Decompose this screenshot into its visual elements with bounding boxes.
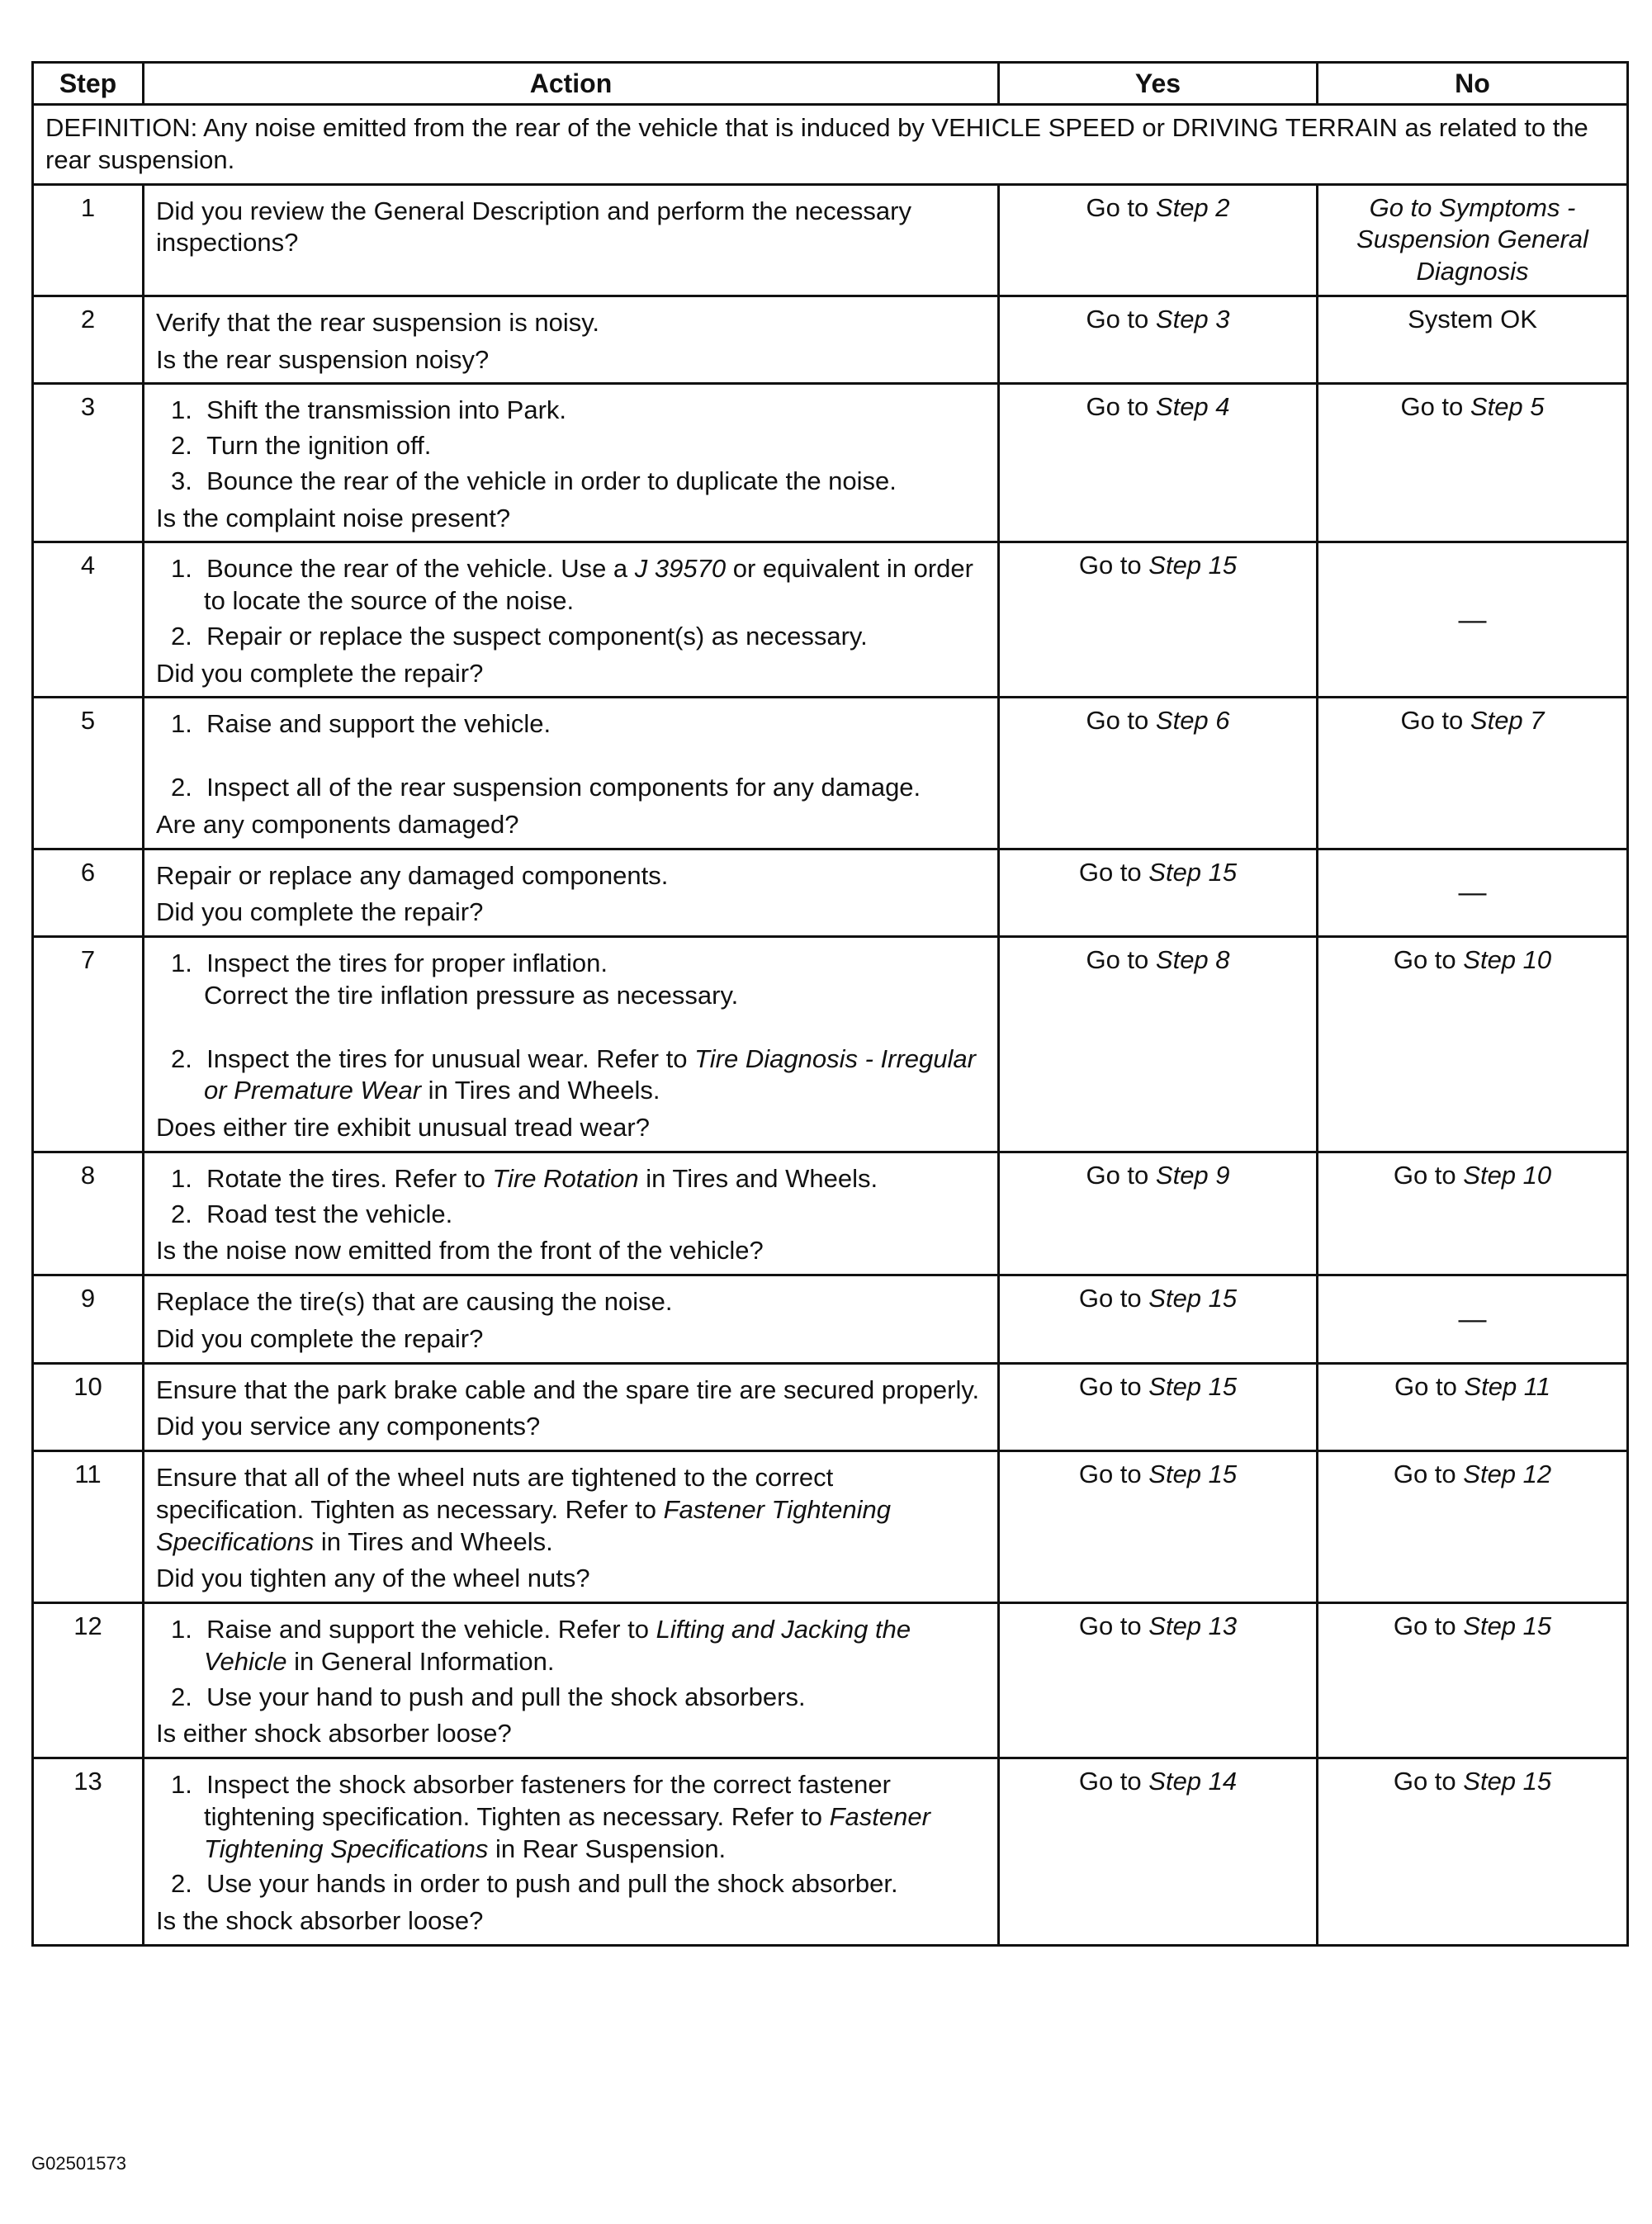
list-item: 1. Inspect the tires for proper inflation. Correct the tire inflation pressure as necessary. bbox=[171, 949, 739, 1010]
action-cell bbox=[144, 1451, 999, 1603]
item-text: in General Information. bbox=[286, 1646, 555, 1676]
no-cell[interactable] bbox=[1318, 1152, 1628, 1275]
action-cell bbox=[144, 1152, 999, 1275]
step-number: 4 bbox=[33, 542, 144, 698]
no-prefix: Go to bbox=[1393, 1160, 1464, 1190]
yes-step-link[interactable]: Step 15 bbox=[1148, 1371, 1238, 1401]
list-item: 2. Repair or replace the suspect component(s) as necessary. bbox=[171, 621, 868, 651]
yes-step-link[interactable]: Step 14 bbox=[1148, 1767, 1238, 1796]
no-cell[interactable] bbox=[1318, 1363, 1628, 1451]
list-item: 2. Use your hands in order to push and pull the shock absorber. bbox=[171, 1869, 898, 1899]
action-cell bbox=[144, 1758, 999, 1946]
yes-cell[interactable] bbox=[999, 1758, 1318, 1946]
item-text: Inspect the tires for unusual wear. Refer to bbox=[206, 1043, 695, 1073]
step-number: 1 bbox=[33, 184, 144, 296]
no-cell bbox=[1318, 296, 1628, 384]
item-text: Rotate the tires. Refer to bbox=[206, 1163, 493, 1193]
action-text: Repair or replace any damaged components. bbox=[156, 860, 669, 890]
step-number: 10 bbox=[33, 1363, 144, 1451]
no-cell[interactable] bbox=[1318, 1758, 1628, 1946]
no-cell[interactable] bbox=[1318, 1451, 1628, 1603]
question-text: Is the shock absorber loose? bbox=[156, 1906, 484, 1935]
no-cell[interactable] bbox=[1318, 184, 1628, 296]
reference-link[interactable]: Tire Rotation bbox=[492, 1163, 639, 1193]
list-item: 2. Turn the ignition off. bbox=[171, 431, 432, 460]
table-row bbox=[33, 1451, 1628, 1603]
action-cell bbox=[144, 542, 999, 698]
yes-step-link[interactable]: Step 15 bbox=[1148, 857, 1238, 887]
no-prefix: Go to bbox=[1393, 1767, 1464, 1796]
list-item: 1. Bounce the rear of the vehicle. Use a J 39570 or equivalent in order to locate the source of the noise. bbox=[171, 554, 973, 615]
item-text: Road test the vehicle. bbox=[206, 1199, 453, 1228]
action-cell bbox=[144, 1603, 999, 1758]
no-dash: — bbox=[1458, 877, 1487, 908]
list-item: 1. Inspect the shock absorber fasteners for the correct fastener tightening specification. Tighten as necessary. Refer to Fastener Tightening Specifications in Rear Suspension. bbox=[171, 1770, 930, 1863]
table-row bbox=[33, 184, 1628, 296]
reference-link[interactable]: Tire Diagnosis - Irregular or Premature Wear bbox=[204, 1043, 976, 1105]
step-number: 11 bbox=[33, 1451, 144, 1603]
question-text: Does either tire exhibit unusual tread wear? bbox=[156, 1113, 650, 1142]
yes-prefix: Go to bbox=[1078, 1371, 1149, 1401]
figure-id: G02501573 bbox=[31, 2153, 126, 2174]
yes-prefix: Go to bbox=[1078, 1611, 1149, 1640]
action-cell bbox=[144, 1363, 999, 1451]
no-cell bbox=[1318, 849, 1628, 937]
item-text: Repair or replace the suspect component(s) as necessary. bbox=[206, 621, 868, 651]
no-step-link[interactable]: Step 11 bbox=[1464, 1371, 1550, 1401]
list-item: 1. Raise and support the vehicle. Refer to Lifting and Jacking the Vehicle in General Information. bbox=[171, 1615, 911, 1676]
spacer bbox=[156, 744, 986, 769]
reference-link[interactable]: Fastener Tightening Specifications bbox=[156, 1494, 892, 1556]
table-row bbox=[33, 384, 1628, 542]
yes-prefix: Go to bbox=[1078, 551, 1149, 580]
item-text: in Rear Suspension. bbox=[488, 1834, 727, 1863]
yes-step-link[interactable]: Step 8 bbox=[1155, 945, 1230, 974]
question-text: Is either shock absorber loose? bbox=[156, 1719, 512, 1748]
yes-step-link[interactable]: Step 13 bbox=[1148, 1611, 1238, 1640]
no-cell bbox=[1318, 542, 1628, 698]
step-number: 2 bbox=[33, 296, 144, 384]
yes-prefix: Go to bbox=[1078, 1767, 1149, 1796]
item-text: Ensure that all of the wheel nuts are tightened to the correct specification. Tighten as necessary. Refer to bbox=[156, 1463, 834, 1524]
no-step-link[interactable]: Step 5 bbox=[1470, 392, 1545, 422]
yes-prefix: Go to bbox=[1078, 1460, 1149, 1488]
yes-prefix: Go to bbox=[1078, 1284, 1149, 1313]
question-text: Is the noise now emitted from the front of the vehicle? bbox=[156, 1236, 764, 1266]
list-item: 1. Raise and support the vehicle. bbox=[171, 709, 551, 739]
item-text: Raise and support the vehicle. Refer to bbox=[206, 1615, 656, 1644]
yes-cell[interactable] bbox=[999, 1451, 1318, 1603]
yes-cell[interactable] bbox=[999, 1363, 1318, 1451]
yes-cell[interactable] bbox=[999, 849, 1318, 937]
list-item: 2. Road test the vehicle. bbox=[171, 1199, 453, 1228]
table-row bbox=[33, 296, 1628, 384]
item-text: in Tires and Wheels. bbox=[638, 1163, 878, 1193]
item-text: Inspect the tires for proper inflation. bbox=[206, 949, 608, 977]
item-text: Inspect the shock absorber fasteners for the correct fastener tightening specification. Tighten as necessary. Refer to bbox=[204, 1770, 891, 1831]
item-text: Inspect all of the rear suspension components for any damage. bbox=[206, 773, 921, 802]
yes-cell[interactable] bbox=[999, 296, 1318, 384]
step-number: 12 bbox=[33, 1603, 144, 1758]
step-number: 9 bbox=[33, 1275, 144, 1364]
action-text: Ensure that the park brake cable and the spare tire are secured properly. bbox=[156, 1375, 980, 1404]
no-prefix: Go to bbox=[1393, 945, 1464, 974]
yes-prefix: Go to bbox=[1086, 392, 1156, 422]
yes-cell[interactable] bbox=[999, 1603, 1318, 1758]
tool-reference: J 39570 bbox=[634, 554, 727, 584]
list-item: 2. Use your hand to push and pull the shock absorbers. bbox=[171, 1682, 806, 1711]
question-text: Did you review the General Description and perform the necessary inspections? bbox=[156, 196, 911, 258]
header-yes: Yes bbox=[999, 63, 1318, 105]
yes-prefix: Go to bbox=[1078, 857, 1149, 887]
yes-cell[interactable] bbox=[999, 937, 1318, 1152]
no-cell[interactable] bbox=[1318, 1603, 1628, 1758]
no-text: System OK bbox=[1408, 304, 1537, 334]
item-text: in Tires and Wheels. bbox=[421, 1076, 660, 1105]
list-item: 3. Bounce the rear of the vehicle in order to duplicate the noise. bbox=[171, 466, 897, 495]
yes-prefix: Go to bbox=[1086, 1160, 1156, 1190]
question-text: Are any components damaged? bbox=[156, 809, 519, 839]
no-step-link[interactable]: Step 15 bbox=[1463, 1611, 1552, 1640]
yes-cell[interactable] bbox=[999, 1275, 1318, 1364]
no-link[interactable]: Go to Symptoms - Suspension General Diagnosis bbox=[1356, 192, 1588, 286]
list-item: 2. Inspect all of the rear suspension components for any damage. bbox=[171, 773, 921, 802]
yes-cell[interactable] bbox=[999, 184, 1318, 296]
yes-prefix: Go to bbox=[1086, 706, 1156, 736]
yes-step-link[interactable]: Step 2 bbox=[1155, 192, 1230, 222]
yes-prefix: Go to bbox=[1086, 945, 1156, 974]
question-text: Is the rear suspension noisy? bbox=[156, 344, 490, 374]
list-item: 2. Inspect the tires for unusual wear. Refer to Tire Diagnosis - Irregular or Premature Wear in Tires and Wheels. bbox=[171, 1043, 976, 1105]
no-prefix: Go to bbox=[1393, 1611, 1464, 1640]
table-row bbox=[33, 937, 1628, 1152]
table-row bbox=[33, 1603, 1628, 1758]
header-action: Action bbox=[144, 63, 999, 105]
no-cell bbox=[1318, 1275, 1628, 1364]
item-text: Use your hand to push and pull the shock absorbers. bbox=[206, 1682, 806, 1711]
no-cell[interactable] bbox=[1318, 698, 1628, 849]
no-step-link[interactable]: Step 10 bbox=[1463, 945, 1552, 974]
yes-step-link[interactable]: Step 9 bbox=[1155, 1160, 1230, 1190]
yes-step-link[interactable]: Step 15 bbox=[1148, 1460, 1238, 1488]
item-subtext: Correct the tire inflation pressure as necessary. bbox=[204, 980, 739, 1010]
table-row bbox=[33, 1275, 1628, 1364]
item-text: Use your hands in order to push and pull the shock absorber. bbox=[206, 1869, 898, 1899]
yes-step-link[interactable]: Step 15 bbox=[1148, 1284, 1238, 1313]
definition-text: DEFINITION: Any noise emitted from the rear of the vehicle that is induced by VEHICLE SPEED or DRIVING TERRAIN as related to the rear suspension. bbox=[33, 105, 1628, 185]
yes-step-link[interactable]: Step 15 bbox=[1148, 551, 1238, 580]
yes-step-link[interactable]: Step 6 bbox=[1155, 706, 1230, 736]
item-text: Bounce the rear of the vehicle in order to duplicate the noise. bbox=[206, 466, 897, 495]
question-text: Did you complete the repair? bbox=[156, 897, 484, 927]
list-item: 1. Shift the transmission into Park. bbox=[171, 395, 567, 425]
reference-link[interactable]: Fastener Tightening Specifications bbox=[204, 1801, 930, 1863]
action-text bbox=[156, 1462, 986, 1558]
no-prefix: Go to bbox=[1393, 1460, 1464, 1488]
action-text: Verify that the rear suspension is noisy. bbox=[156, 307, 600, 337]
no-step-link[interactable]: Step 7 bbox=[1470, 706, 1545, 736]
table-row bbox=[33, 542, 1628, 698]
step-number: 5 bbox=[33, 698, 144, 849]
action-cell bbox=[144, 384, 999, 542]
header-no: No bbox=[1318, 63, 1628, 105]
no-cell[interactable] bbox=[1318, 937, 1628, 1152]
no-dash: — bbox=[1458, 603, 1487, 636]
question-text: Did you complete the repair? bbox=[156, 1323, 484, 1353]
no-prefix: Go to bbox=[1400, 706, 1470, 736]
no-dash: — bbox=[1458, 1303, 1487, 1335]
diagnostic-table bbox=[31, 61, 1629, 1947]
yes-cell[interactable] bbox=[999, 542, 1318, 698]
yes-cell[interactable] bbox=[999, 1152, 1318, 1275]
no-prefix: Go to bbox=[1394, 1371, 1465, 1401]
action-cell bbox=[144, 698, 999, 849]
item-text: Turn the ignition off. bbox=[206, 431, 432, 460]
reference-link[interactable]: Lifting and Jacking the Vehicle bbox=[204, 1615, 911, 1676]
yes-prefix: Go to bbox=[1086, 192, 1156, 222]
table-row bbox=[33, 1758, 1628, 1946]
yes-step-link[interactable]: Step 4 bbox=[1155, 392, 1230, 422]
table-row bbox=[33, 1152, 1628, 1275]
header-step: Step bbox=[33, 63, 144, 105]
item-text: Raise and support the vehicle. bbox=[206, 709, 551, 739]
step-number: 7 bbox=[33, 937, 144, 1152]
action-cell bbox=[144, 296, 999, 384]
question-text: Is the complaint noise present? bbox=[156, 503, 511, 532]
question-text: Did you tighten any of the wheel nuts? bbox=[156, 1564, 590, 1593]
yes-cell[interactable] bbox=[999, 384, 1318, 542]
yes-prefix: Go to bbox=[1086, 304, 1156, 334]
table-row bbox=[33, 849, 1628, 937]
step-number: 8 bbox=[33, 1152, 144, 1275]
no-step-link[interactable]: Step 12 bbox=[1463, 1460, 1552, 1488]
action-cell bbox=[144, 937, 999, 1152]
no-prefix: Go to bbox=[1400, 392, 1470, 422]
no-step-link[interactable]: Step 15 bbox=[1463, 1767, 1552, 1796]
step-number: 6 bbox=[33, 849, 144, 937]
item-text: Shift the transmission into Park. bbox=[206, 395, 567, 425]
action-cell bbox=[144, 184, 999, 296]
action-cell bbox=[144, 1275, 999, 1364]
item-text: in Tires and Wheels. bbox=[314, 1526, 553, 1556]
item-text: or equivalent in order to locate the source of the noise. bbox=[204, 554, 973, 615]
no-cell[interactable] bbox=[1318, 384, 1628, 542]
action-text: Replace the tire(s) that are causing the noise. bbox=[156, 1287, 673, 1316]
no-step-link[interactable]: Step 10 bbox=[1463, 1160, 1552, 1190]
item-text: Bounce the rear of the vehicle. Use a bbox=[206, 554, 635, 584]
definition-row bbox=[33, 105, 1628, 185]
spacer bbox=[156, 1015, 986, 1040]
question-text: Did you complete the repair? bbox=[156, 658, 484, 688]
table-row bbox=[33, 1363, 1628, 1451]
header-row bbox=[33, 63, 1628, 105]
list-item: 1. Rotate the tires. Refer to Tire Rotation in Tires and Wheels. bbox=[171, 1163, 878, 1193]
table-row bbox=[33, 698, 1628, 849]
action-cell bbox=[144, 849, 999, 937]
question-text: Did you service any components? bbox=[156, 1412, 541, 1441]
yes-cell[interactable] bbox=[999, 698, 1318, 849]
yes-step-link[interactable]: Step 3 bbox=[1155, 304, 1230, 334]
step-number: 13 bbox=[33, 1758, 144, 1946]
step-number: 3 bbox=[33, 384, 144, 542]
